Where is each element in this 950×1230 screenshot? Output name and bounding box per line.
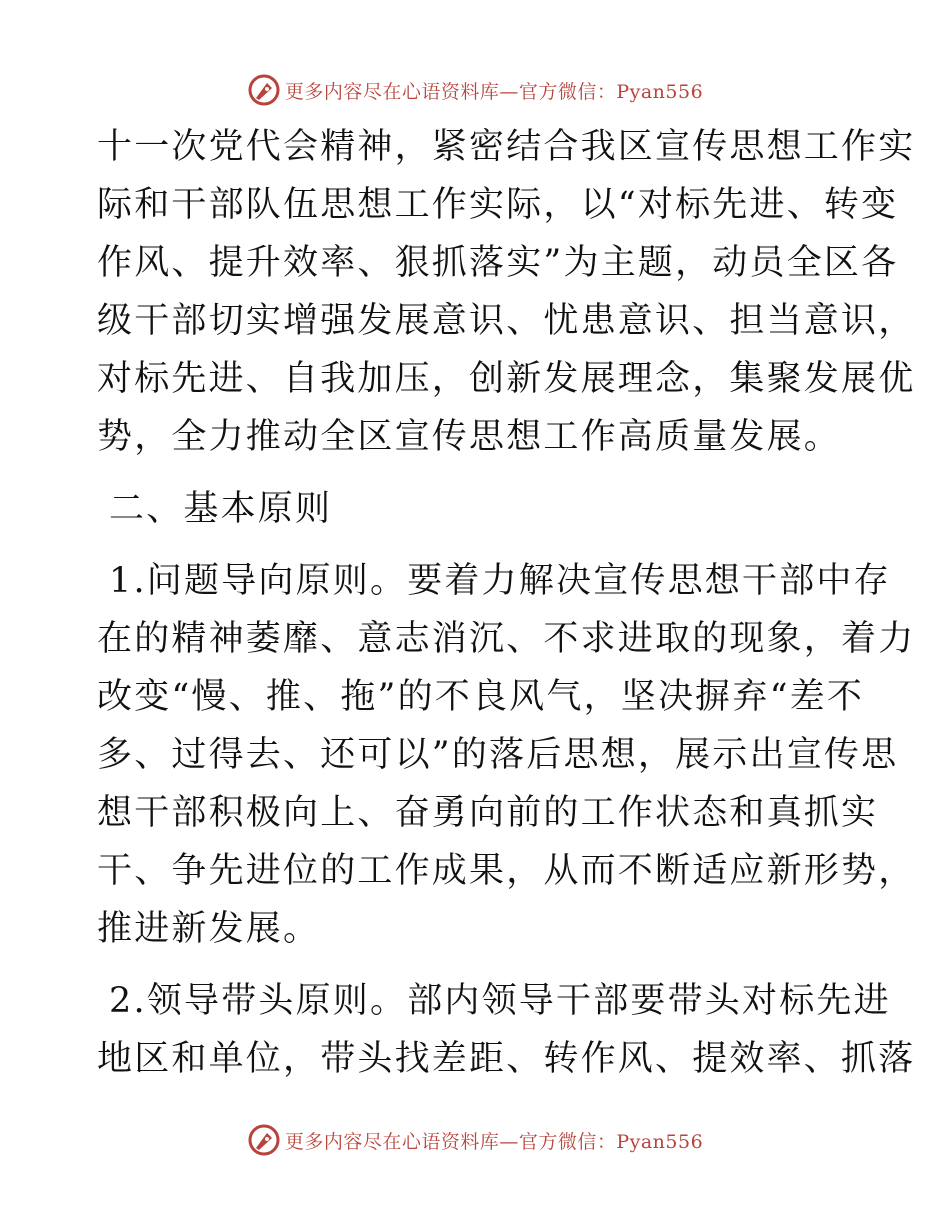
watermark-text: 更多内容尽在心语资料库—官方微信：Pyan556 bbox=[284, 80, 704, 103]
text-line: 改变“慢、推、拖”的不良风气，坚决摒弃“差不 bbox=[97, 677, 865, 717]
document-body bbox=[97, 118, 916, 1088]
text-line: 想干部积极向上、奋勇向前的工作状态和真抓实 bbox=[97, 793, 879, 833]
text-line: 势，全力推动全区宣传思想工作高质量发展。 bbox=[97, 417, 842, 457]
text-line: 十一次党代会精神，紧密结合我区宣传思想工作实 bbox=[97, 127, 916, 167]
text-line: 推进新发展。 bbox=[97, 909, 321, 949]
watermark-text: 更多内容尽在心语资料库—官方微信：Pyan556 bbox=[284, 1130, 704, 1153]
text-line: 作风、提升效率、狠抓落实”为主题，动员全区各 bbox=[97, 243, 899, 283]
text-line: 多、过得去、还可以”的落后思想，展示出宣传思 bbox=[97, 735, 899, 775]
text-line: 在的精神萎靡、意志消沉、不求进取的现象，着力 bbox=[97, 619, 916, 659]
paragraph-principle-1 bbox=[97, 552, 916, 958]
pen-nib-logo-icon bbox=[247, 73, 281, 107]
text-line: 干、争先进位的工作成果，从而不断适应新形势， bbox=[97, 851, 916, 891]
paragraph-principle-2 bbox=[97, 972, 916, 1088]
footer-watermark-banner bbox=[0, 1120, 950, 1160]
text-line: 2.领导带头原则。部内领导干部要带头对标先进 bbox=[109, 981, 891, 1021]
header-watermark-banner bbox=[0, 70, 950, 110]
text-line: 级干部切实增强发展意识、忧患意识、担当意识， bbox=[97, 301, 916, 341]
text-line: 地区和单位，带头找差距、转作风、提效率、抓落 bbox=[97, 1039, 916, 1079]
text-line: 对标先进、自我加压，创新发展理念，集聚发展优 bbox=[97, 359, 916, 399]
text-line: 1.问题导向原则。要着力解决宣传思想干部中存 bbox=[109, 561, 891, 601]
paragraph-intro bbox=[97, 118, 916, 466]
text-line: 际和干部队伍思想工作实际，以“对标先进、转变 bbox=[97, 185, 899, 225]
pen-nib-logo-icon bbox=[247, 1123, 281, 1157]
section-heading: 二、基本原则 bbox=[109, 489, 333, 529]
